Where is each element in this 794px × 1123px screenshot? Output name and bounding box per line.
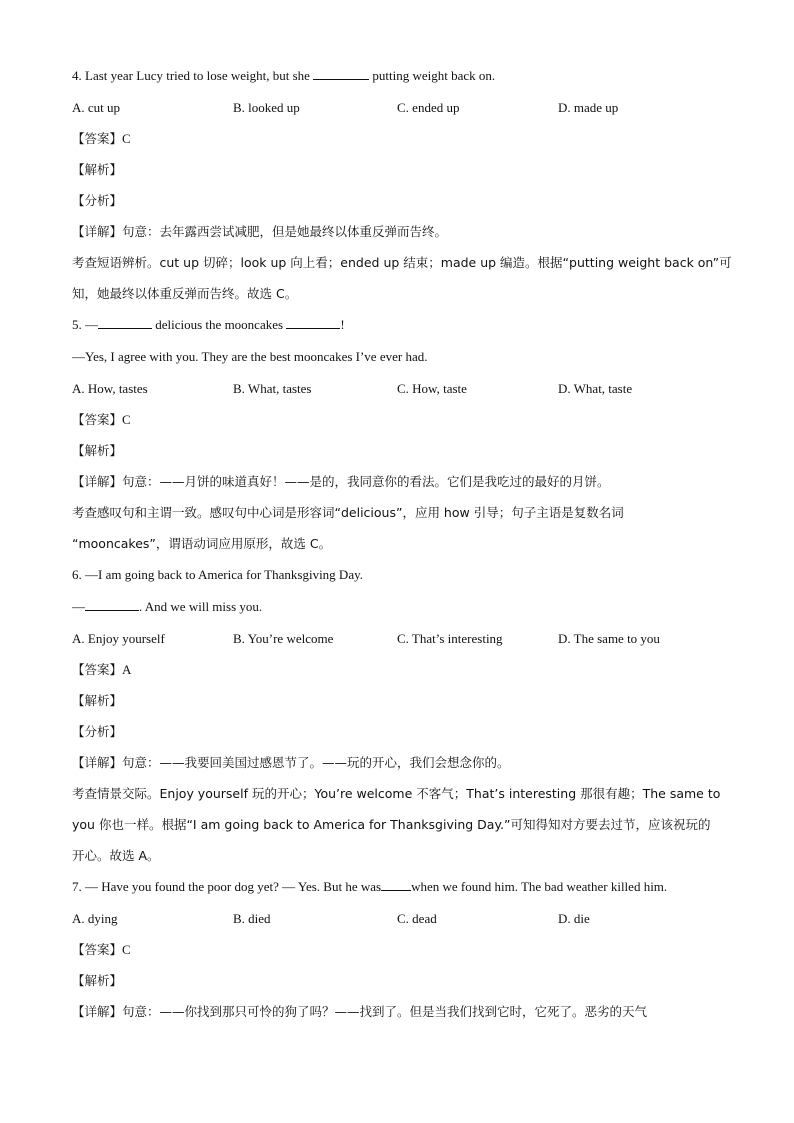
q5-blank-1	[98, 316, 152, 329]
answer-label: 【答案】	[72, 942, 123, 957]
q6-option-c: C. That’s interesting	[397, 631, 503, 646]
detail-text: 句意：——你找到那只可怜的狗了吗？——找到了。但是当我们找到它时，它死了。恶劣的天气	[122, 1004, 648, 1019]
q5-option-a: A. How, tastes	[72, 381, 148, 396]
q6-reply	[72, 598, 262, 616]
q4-option-c: C. ended up	[397, 100, 460, 115]
q5-analysis-label: 【解析】	[72, 443, 123, 458]
answer-value: C	[122, 131, 131, 146]
q7-detail	[72, 1003, 647, 1021]
q4-analysis-label: 【解析】	[72, 162, 123, 177]
q4-fenxi-label: 【分析】	[72, 193, 123, 208]
q5-stem	[72, 316, 345, 334]
q5-explain-line-2: “mooncakes”，谓语动词应用原形，故选 C。	[72, 536, 332, 551]
answer-label: 【答案】	[72, 662, 123, 677]
q5-option-b: B. What, tastes	[233, 381, 312, 396]
detail-label: 【详解】	[72, 755, 123, 770]
answer-label: 【答案】	[72, 412, 123, 427]
detail-label: 【详解】	[72, 1004, 123, 1019]
q7-analysis-label: 【解析】	[72, 973, 123, 988]
q6-explain-line-2: you 你也一样。根据“I am going back to America for Thanksgiving Day.”可知得知对方要去过节，应该祝玩的	[72, 817, 711, 832]
q6-fenxi-label: 【分析】	[72, 724, 123, 739]
answer-label: 【答案】	[72, 131, 123, 146]
q7-stem-text: 7. — Have you found the poor dog yet? — Yes. But he was	[72, 879, 382, 894]
q6-analysis-label: 【解析】	[72, 693, 123, 708]
q7-stem-text-end: when we found him. The bad weather killed him.	[411, 879, 668, 894]
q5-stem-text: 5. —	[72, 317, 98, 332]
q5-stem-end: !	[340, 317, 345, 332]
q6-reply-dash: —	[72, 599, 85, 614]
q4-option-a: A. cut up	[72, 100, 121, 115]
q5-option-c: C. How, taste	[397, 381, 467, 396]
q4-blank	[313, 67, 369, 80]
q5-blank-2	[286, 316, 340, 329]
q4-explain-line-2: 知，她最终以体重反弹而告终。故选 C。	[72, 286, 298, 301]
q4-explain-line-1: 考查短语辨析。cut up 切碎；look up 向上看；ended up 结束；made up 编造。根据“putting weight back on”可	[72, 255, 732, 270]
q6-option-d: D. The same to you	[558, 631, 660, 646]
q5-reply: —Yes, I agree with you. They are the best mooncakes I’ve ever had.	[72, 349, 428, 364]
q4-answer	[72, 130, 131, 148]
answer-value: C	[122, 942, 131, 957]
q7-answer	[72, 941, 131, 959]
detail-text: 句意：——我要回美国过感恩节了。——玩的开心，我们会想念你的。	[122, 755, 510, 770]
q6-stem: 6. —I am going back to America for Thanksgiving Day.	[72, 567, 363, 582]
q7-option-b: B. died	[233, 911, 271, 926]
detail-text: 句意：去年露西尝试减肥，但是她最终以体重反弹而告终。	[122, 224, 448, 239]
q4-option-d: D. made up	[558, 100, 619, 115]
q6-explain-line-3: 开心。故选 A。	[72, 848, 160, 863]
detail-label: 【详解】	[72, 474, 123, 489]
q7-option-a: A. dying	[72, 911, 118, 926]
q5-stem-text-mid: delicious the mooncakes	[155, 317, 284, 332]
q7-blank	[381, 878, 411, 891]
q6-option-b: B. You’re welcome	[233, 631, 334, 646]
q4-detail	[72, 223, 447, 241]
q5-explain-line-1: 考查感叹句和主谓一致。感叹句中心词是形容词“delicious”，应用 how 引导；句子主语是复数名词	[72, 505, 624, 520]
q6-answer	[72, 661, 131, 679]
q7-option-c: C. dead	[397, 911, 437, 926]
q4-stem-text-end: putting weight back on.	[372, 68, 496, 83]
q6-detail	[72, 754, 510, 772]
q6-reply-text: . And we will miss you.	[139, 599, 263, 614]
answer-value: A	[122, 662, 132, 677]
q6-blank	[85, 598, 139, 611]
q5-option-d: D. What, taste	[558, 381, 633, 396]
answer-value: C	[122, 412, 131, 427]
q5-detail	[72, 473, 610, 491]
detail-label: 【详解】	[72, 224, 123, 239]
q7-option-d: D. die	[558, 911, 590, 926]
q6-option-a: A. Enjoy yourself	[72, 631, 165, 646]
q7-stem	[72, 878, 667, 896]
detail-text: 句意：——月饼的味道真好！——是的，我同意你的看法。它们是我吃过的最好的月饼。	[122, 474, 610, 489]
q6-explain-line-1: 考查情景交际。Enjoy yourself 玩的开心；You’re welcome 不客气；That’s interesting 那很有趣；The same to	[72, 786, 721, 801]
q4-stem	[72, 67, 495, 85]
q4-option-b: B. looked up	[233, 100, 300, 115]
q4-stem-text: 4. Last year Lucy tried to lose weight, but she	[72, 68, 310, 83]
q5-answer	[72, 411, 131, 429]
